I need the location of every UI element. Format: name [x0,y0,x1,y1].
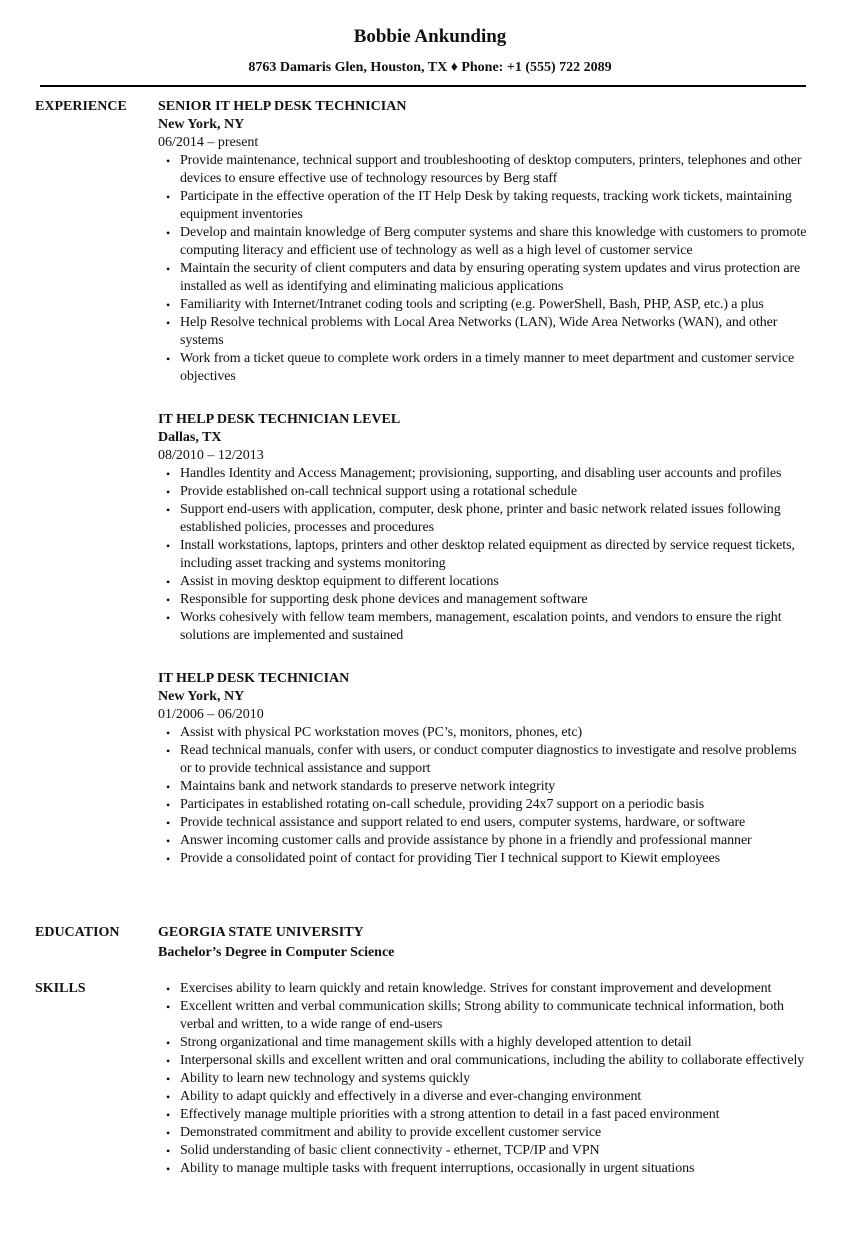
skills-list [158,980,808,1178]
skill-item: • Solid understanding of basic client connectivity - ethernet, TCP/IP and VPN [158,1142,810,1160]
job-bullets [158,465,808,645]
skill-item: • Ability to adapt quickly and effectively in a diverse and ever-changing environment [158,1088,810,1106]
school-name: GEORGIA STATE UNIVERSITY [158,925,364,940]
section-label-education: EDUCATION [35,925,120,940]
job-dates: 08/2010 – 12/2013 [158,448,264,463]
job-list [158,98,808,893]
job-location: Dallas, TX [158,430,222,445]
skill-item: • Excellent written and verbal communication skills; Strong ability to communicate technical information, both verbal and written, to a wide range of end-users [158,998,810,1034]
bullet-item: • Works cohesively with fellow team members, management, escalation points, and vendors to ensure the right solutions are implemented and sustained [158,609,810,645]
skill-item: • Exercises ability to learn quickly and retain knowledge. Strives for constant improvement and development [158,980,810,998]
job-dates: 06/2014 – present [158,135,259,150]
bullet-item: • Answer incoming customer calls and provide assistance by phone in a friendly and professional manner [158,832,810,850]
bullet-item: • Maintains bank and network standards to preserve network integrity [158,778,810,796]
bullet-item: • Provide technical assistance and support related to end users, computer systems, hardware, or software [158,814,810,832]
bullet-item: • Maintain the security of client computers and data by ensuring operating system updates and virus protection are installed as well as identifying and eliminating malicious applications [158,260,810,296]
job-dates: 01/2006 – 06/2010 [158,707,264,722]
bullet-item: • Help Resolve technical problems with Local Area Networks (LAN), Wide Area Networks (WAN), and other systems [158,314,810,350]
job-location: New York, NY [158,689,245,704]
skill-item: • Demonstrated commitment and ability to provide excellent customer service [158,1124,810,1142]
job-bullets [158,724,808,868]
job-entry [158,411,808,645]
skill-item: • Ability to manage multiple tasks with frequent interruptions, occasionally in urgent situations [158,1160,810,1178]
bullet-item: • Assist in moving desktop equipment to different locations [158,573,810,591]
contact-line: 8763 Damaris Glen, Houston, TX ♦ Phone: +1 (555) 722 2089 [248,60,612,75]
bullet-item: • Develop and maintain knowledge of Berg computer systems and share this knowledge with customers to promote computing literacy and efficient use of technology as well as a high level of customer service [158,224,810,260]
section-label-experience: EXPERIENCE [35,99,127,114]
skill-item: • Interpersonal skills and excellent written and oral communications, including the ability to collaborate effectively [158,1052,810,1070]
bullet-item: • Provide a consolidated point of contact for providing Tier I technical support to Kiewit employees [158,850,810,868]
skill-item: • Strong organizational and time management skills with a highly developed attention to detail [158,1034,810,1052]
bullet-item: • Participate in the effective operation of the IT Help Desk by taking requests, tracking work tickets, maintaining equipment inventories [158,188,810,224]
section-label-skills: SKILLS [35,981,86,996]
bullet-item: • Provide established on-call technical support using a rotational schedule [158,483,810,501]
education-body [158,924,808,962]
job-entry [158,98,808,386]
bullet-item: • Read technical manuals, confer with users, or conduct computer diagnostics to investigate and resolve problems or to provide technical assistance and support [158,742,810,778]
header-divider [40,85,806,87]
job-location: New York, NY [158,117,245,132]
job-entry [158,670,808,868]
job-title: IT HELP DESK TECHNICIAN [158,671,350,686]
degree: Bachelor’s Degree in Computer Science [158,945,395,960]
bullet-item: • Participates in established rotating on-call schedule, providing 24x7 support on a periodic basis [158,796,810,814]
bullet-item: • Provide maintenance, technical support and troubleshooting of desktop computers, printers, telephones and other devices to ensure effective use of technology resources by Berg staff [158,152,810,188]
candidate-name: Bobbie Ankunding [353,26,507,47]
bullet-item: • Familiarity with Internet/Intranet coding tools and scripting (e.g. PowerShell, Bash, PHP, ASP, etc.) a plus [158,296,810,314]
job-title: SENIOR IT HELP DESK TECHNICIAN [158,99,407,114]
bullet-item: • Install workstations, laptops, printers and other desktop related equipment as directed by service request tickets, including asset tracking and systems monitoring [158,537,810,573]
skill-item: • Effectively manage multiple priorities with a strong attention to detail in a fast paced environment [158,1106,810,1124]
bullet-item: • Assist with physical PC workstation moves (PC’s, monitors, phones, etc) [158,724,810,742]
bullet-item: • Work from a ticket queue to complete work orders in a timely manner to meet department and customer service objectives [158,350,810,386]
job-title: IT HELP DESK TECHNICIAN LEVEL [158,412,401,427]
skill-item: • Ability to learn new technology and systems quickly [158,1070,810,1088]
bullet-item: • Responsible for supporting desk phone devices and management software [158,591,810,609]
skills-body [158,980,808,1178]
bullet-item: • Handles Identity and Access Management; provisioning, supporting, and disabling user accounts and profiles [158,465,810,483]
bullet-item: • Support end-users with application, computer, desk phone, printer and basic network related issues following established policies, processes and procedures [158,501,810,537]
job-bullets [158,152,808,386]
